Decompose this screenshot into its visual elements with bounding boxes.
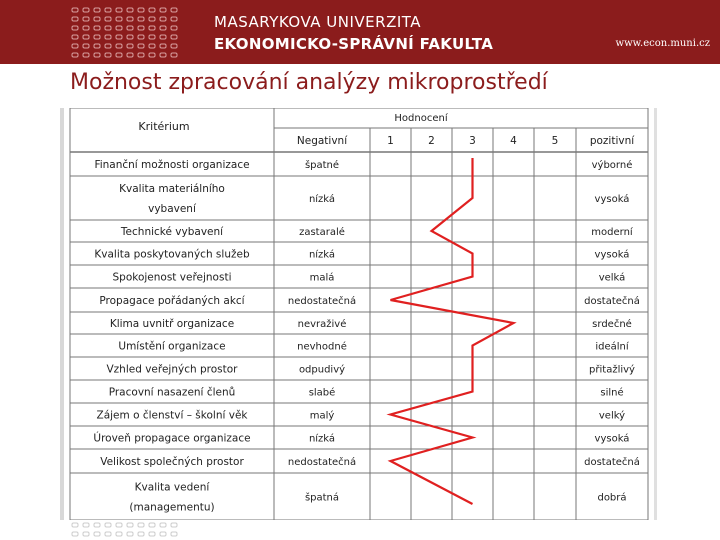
logo-dot xyxy=(171,53,177,57)
positive-value: velký xyxy=(598,410,626,422)
logo-dot xyxy=(160,8,166,12)
criterion-label: (managementu) xyxy=(129,501,215,514)
logo-dot xyxy=(83,8,89,12)
footer-dot xyxy=(72,523,78,527)
positive-value: vysoká xyxy=(594,433,630,445)
negative-header: Negativní xyxy=(296,135,348,147)
scale-label: 4 xyxy=(510,135,517,147)
scale-label: 2 xyxy=(428,135,435,147)
header-bar xyxy=(0,0,720,64)
positive-value: srdečné xyxy=(592,319,632,330)
footer-dot xyxy=(171,523,177,527)
positive-value: velká xyxy=(598,272,626,284)
positive-header: pozitivní xyxy=(589,135,635,147)
footer-dot xyxy=(149,523,155,527)
logo-dot xyxy=(83,35,89,39)
criterion-label: vybavení xyxy=(148,203,196,215)
negative-value: nízká xyxy=(308,249,336,261)
footer-dot xyxy=(105,532,111,536)
slide-title: Možnost zpracování analýzy mikroprostředí xyxy=(70,70,548,95)
negative-value: nízká xyxy=(308,433,336,445)
positive-value: dostatečná xyxy=(584,457,640,468)
footer-dot xyxy=(83,532,89,536)
footer-dot xyxy=(171,532,177,536)
positive-value: silné xyxy=(600,387,624,399)
footer-dots-icon xyxy=(70,520,182,540)
evaluation-table xyxy=(64,108,654,520)
criterion-label: Technické vybavení xyxy=(120,226,224,238)
negative-value: slabé xyxy=(308,387,336,399)
faculty-name: EKONOMICKO-SPRÁVNÍ FAKULTA xyxy=(214,35,494,53)
logo-dot xyxy=(138,35,144,39)
criterion-label: Vzhled veřejných prostor xyxy=(106,363,238,376)
negative-value: nedostatečná xyxy=(287,457,357,468)
criterion-label: Pracovní nasazení členů xyxy=(108,386,236,399)
logo-dot xyxy=(105,26,111,30)
criterion-label: Umístění organizace xyxy=(118,340,226,353)
negative-value: špatná xyxy=(304,492,340,504)
positive-value: vysoká xyxy=(594,249,630,261)
positive-value: ideální xyxy=(595,341,629,353)
logo-dot xyxy=(127,35,133,39)
logo-dot xyxy=(72,17,78,21)
logo-dot xyxy=(138,26,144,30)
logo-dot xyxy=(160,44,166,48)
logo-dot xyxy=(171,44,177,48)
logo-dot xyxy=(94,53,100,57)
logo-dot xyxy=(105,35,111,39)
negative-value: odpudivý xyxy=(298,364,346,376)
positive-value: přitažlivý xyxy=(589,364,635,376)
footer-dot xyxy=(94,523,100,527)
logo-dot xyxy=(149,53,155,57)
negative-value: malá xyxy=(309,272,335,284)
logo-dot xyxy=(149,35,155,39)
logo-dot xyxy=(72,8,78,12)
logo-dot xyxy=(149,44,155,48)
logo-dot xyxy=(149,8,155,12)
logo-dot xyxy=(83,17,89,21)
footer-dot xyxy=(127,523,133,527)
footer-dot xyxy=(138,532,144,536)
logo-dot xyxy=(160,53,166,57)
table-shadow-right xyxy=(654,108,657,520)
footer-dot xyxy=(149,532,155,536)
positive-value: výborné xyxy=(591,160,633,171)
rating-header: Hodnocení xyxy=(394,113,448,124)
criterion-label: Kvalita materiálního xyxy=(119,183,225,195)
logo-dot xyxy=(127,17,133,21)
logo-dot xyxy=(138,17,144,21)
logo-dot xyxy=(116,35,122,39)
logo-dot xyxy=(94,17,100,21)
logo-dot xyxy=(138,44,144,48)
logo-dot xyxy=(116,44,122,48)
footer-dot xyxy=(116,523,122,527)
logo-dot xyxy=(171,35,177,39)
logo-dot xyxy=(94,8,100,12)
university-logo-dots-icon xyxy=(70,4,182,62)
logo-dot xyxy=(72,44,78,48)
positive-value: moderní xyxy=(591,227,633,238)
logo-dot xyxy=(94,35,100,39)
scale-label: 5 xyxy=(551,135,559,147)
positive-value: dobrá xyxy=(597,492,627,504)
footer-dot xyxy=(127,532,133,536)
positive-value: vysoká xyxy=(594,194,630,205)
logo-dot xyxy=(105,8,111,12)
logo-dot xyxy=(149,26,155,30)
criterion-label: Spokojenost veřejnosti xyxy=(112,271,232,284)
logo-dot xyxy=(83,44,89,48)
negative-value: nevraživé xyxy=(297,319,347,330)
criterion-label: Kvalita poskytovaných služeb xyxy=(94,248,250,261)
criterion-label: Úroveň propagace organizace xyxy=(93,432,251,445)
logo-dot xyxy=(72,53,78,57)
logo-dot xyxy=(94,44,100,48)
criterion-label: Velikost společných prostor xyxy=(100,456,244,468)
logo-dot xyxy=(149,17,155,21)
criterion-label: Zájem o členství – školní věk xyxy=(96,409,248,422)
logo-dot xyxy=(127,53,133,57)
logo-dot xyxy=(105,44,111,48)
logo-dot xyxy=(83,53,89,57)
scale-label: 1 xyxy=(387,135,394,147)
footer-dot xyxy=(160,523,166,527)
scale-label: 3 xyxy=(469,135,476,147)
footer-dot xyxy=(72,532,78,536)
criterion-label: Kvalita vedení xyxy=(134,481,210,494)
footer-dot xyxy=(116,532,122,536)
logo-dot xyxy=(160,35,166,39)
logo-dot xyxy=(72,26,78,30)
logo-dot xyxy=(116,17,122,21)
negative-value: malý xyxy=(309,410,335,422)
logo-dot xyxy=(171,17,177,21)
logo-dot xyxy=(116,26,122,30)
criterion-label: Finanční možnosti organizace xyxy=(94,159,250,171)
logo-dot xyxy=(105,53,111,57)
negative-value: nedostatečná xyxy=(287,296,357,307)
logo-dot xyxy=(116,53,122,57)
negative-value: nízká xyxy=(308,194,336,205)
logo-dot xyxy=(171,8,177,12)
logo-dot xyxy=(138,53,144,57)
criterion-header: Kritérium xyxy=(138,120,190,133)
logo-dot xyxy=(171,26,177,30)
footer-dot xyxy=(83,523,89,527)
logo-dot xyxy=(127,26,133,30)
criterion-label: Klima uvnitř organizace xyxy=(109,318,235,330)
footer-dot xyxy=(160,532,166,536)
website-url[interactable]: www.econ.muni.cz xyxy=(615,38,710,49)
criterion-label: Propagace pořádaných akcí xyxy=(99,295,245,307)
logo-dot xyxy=(105,17,111,21)
logo-dot xyxy=(94,26,100,30)
footer-dot xyxy=(138,523,144,527)
positive-value: dostatečná xyxy=(584,296,640,307)
logo-dot xyxy=(160,26,166,30)
logo-dot xyxy=(127,8,133,12)
logo-dot xyxy=(160,17,166,21)
evaluation-table-svg xyxy=(64,108,654,520)
logo-dot xyxy=(83,26,89,30)
footer-dot xyxy=(94,532,100,536)
logo-dot xyxy=(72,35,78,39)
logo-dot xyxy=(127,44,133,48)
logo-dot xyxy=(116,8,122,12)
negative-value: špatné xyxy=(304,160,340,171)
university-name: MASARYKOVA UNIVERZITA xyxy=(214,13,422,31)
footer-dot xyxy=(105,523,111,527)
negative-value: zastaralé xyxy=(299,227,345,238)
logo-dot xyxy=(138,8,144,12)
negative-value: nevhodné xyxy=(297,341,347,353)
